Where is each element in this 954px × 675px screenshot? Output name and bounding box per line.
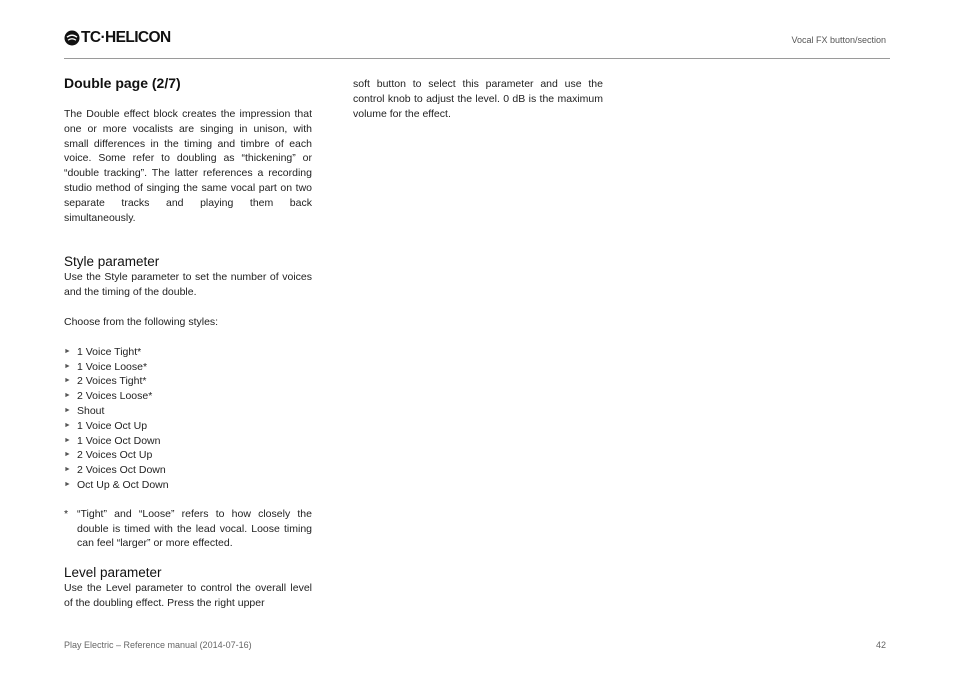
triangle-bullet-icon: ►	[64, 392, 71, 400]
triangle-bullet-icon: ►	[64, 451, 71, 459]
style-list	[64, 345, 312, 493]
triangle-bullet-icon: ►	[64, 436, 71, 444]
list-item: ► 1 Voice Tight*	[64, 345, 142, 358]
header-divider	[64, 58, 890, 59]
tc-helicon-logo-icon	[64, 30, 80, 46]
list-item: ► 2 Voices Oct Up	[64, 449, 153, 462]
intro-paragraph: The Double effect block creates the impression that one or more vocalists are singing in unison, with small differences in the timing and timbre of each voice. Some refer to doubling as “thickening” or “double tracking”. The latter references a recording studio method of singing the same vocal part on two separate tracks and playing them back simultaneously.	[64, 108, 312, 224]
list-item: ► 1 Voice Oct Up	[64, 419, 148, 432]
triangle-bullet-icon: ►	[64, 377, 71, 385]
triangle-bullet-icon: ►	[64, 480, 71, 488]
footnote-text: “Tight” and “Loose” refers to how closely the double is timed with the lead vocal. Loose timing can feel “larger” or more effected.	[77, 507, 312, 550]
triangle-bullet-icon: ►	[64, 362, 71, 370]
list-item: ► 2 Voices Loose*	[64, 390, 153, 403]
list-item: ► 1 Voice Loose*	[64, 360, 148, 373]
level-description: Use the Level parameter to control the overall level of the doubling effect. Press the right upper	[64, 582, 312, 609]
triangle-bullet-icon: ►	[64, 347, 71, 355]
triangle-bullet-icon: ►	[64, 466, 71, 474]
left-column	[64, 74, 312, 611]
triangle-bullet-icon: ►	[64, 421, 71, 429]
list-item: ► Oct Up & Oct Down	[64, 478, 169, 491]
style-description: Use the Style parameter to set the number of voices and the timing of the double.	[64, 271, 312, 299]
section-title: Vocal FX button/section	[791, 35, 886, 45]
level-description-continued: soft button to select this parameter and use the control knob to adjust the level. 0 dB is the maximum volume for the effect.	[353, 78, 603, 120]
style-heading: Style parameter	[64, 254, 160, 270]
footer-manual-title: Play Electric – Reference manual (2014-07-16)	[64, 640, 252, 650]
footnote	[64, 507, 312, 551]
list-item: ► 1 Voice Oct Down	[64, 434, 161, 447]
page-number: 42	[875, 640, 886, 650]
list-item: ► Shout	[64, 404, 105, 417]
brand-logo	[64, 30, 171, 46]
list-item: ► 2 Voices Tight*	[64, 375, 147, 388]
right-column	[353, 77, 603, 121]
style-choose-text: Choose from the following styles:	[64, 315, 219, 328]
list-item: ► 2 Voices Oct Down	[64, 464, 166, 477]
page-title: Double page (2/7)	[64, 75, 181, 91]
level-heading: Level parameter	[64, 565, 162, 581]
triangle-bullet-icon: ►	[64, 406, 71, 414]
brand-name: TC·HELICON	[81, 29, 171, 46]
footnote-marker: *	[64, 507, 69, 520]
